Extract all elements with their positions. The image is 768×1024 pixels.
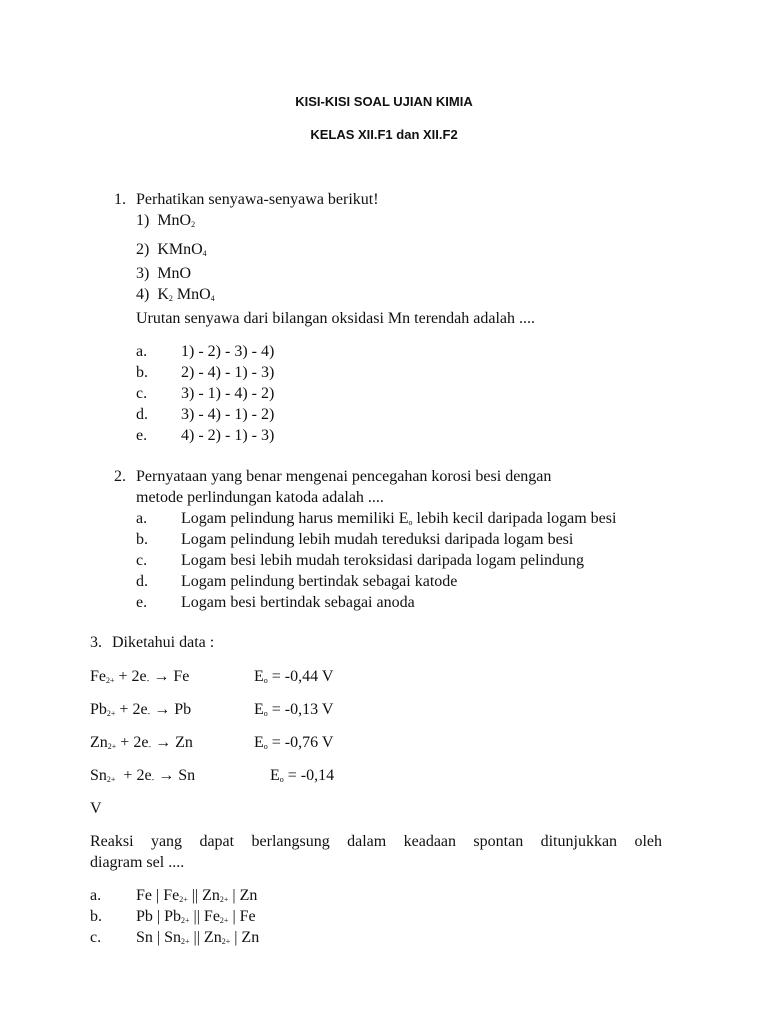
electrode-potential: $E_o = -0,44$ V [254, 668, 334, 685]
option-text: 4) - 2) - 1) - 3) [181, 427, 275, 444]
option-letter: c. [90, 929, 102, 946]
electrode-potential: $E_o = -0,13$ V [254, 701, 334, 718]
option-text: Logam besi bertindak sebagai anoda [181, 594, 415, 611]
option-letter: c. [136, 385, 148, 402]
compound-item: 1) MnO$_2$ [136, 212, 196, 229]
compound-item: 3) MnO [136, 265, 192, 282]
question-text: Reaksi yang dapat berlangsung dalam keadaan spontan ditunjukkan oleh [90, 833, 662, 850]
option-letter: e. [136, 594, 148, 611]
option-letter: c. [136, 552, 148, 569]
unit-wrap: V [90, 800, 102, 817]
option-text: Fe | $Fe_{2+}$ || $Zn_{2+}$ | Zn [136, 887, 258, 904]
option-letter: b. [136, 531, 148, 548]
option-text: Sn | $Sn_{2+}$ || $Zn_{2+}$ | Zn [136, 929, 260, 946]
compound-item: 4) $K_2$ MnO$_4$ [136, 286, 215, 303]
question-text: Urutan senyawa dari bilangan oksidasi Mn terendah adalah .... [136, 310, 535, 327]
option-letter: a. [136, 343, 148, 360]
option-text: Logam besi lebih mudah teroksidasi daripada logam pelindung [181, 552, 585, 569]
document-title: KISI-KISI SOAL UJIAN KIMIA [295, 94, 473, 109]
option-text: Logam pelindung harus memiliki $E_o$ lebih kecil daripada logam besi [181, 510, 617, 527]
option-text: Pb | $Pb_{2+}$ || $Fe_{2+}$ | Fe [136, 908, 256, 925]
compound-item: 2) KMnO$_4$ [136, 241, 207, 258]
half-reaction: $Zn_{2+} + 2e_- \to Zn$ [90, 734, 193, 751]
option-letter: a. [90, 887, 102, 904]
option-text: Logam pelindung lebih mudah tereduksi daripada logam besi [181, 531, 574, 548]
option-letter: b. [90, 908, 102, 925]
half-reaction: $Fe_{2+} + 2e_- \to Fe$ [90, 668, 190, 685]
question-stem: Perhatikan senyawa-senyawa berikut! [136, 191, 379, 208]
question-number: 2. [114, 468, 126, 485]
option-text: 1) - 2) - 3) - 4) [181, 343, 275, 360]
question-number: 1. [114, 191, 126, 208]
question-stem: Diketahui data : [112, 634, 215, 651]
electrode-potential: $E_o = -0,14$ [270, 767, 335, 784]
half-reaction: $Sn_{2+} + 2e_- \to Sn$ [90, 767, 196, 784]
option-letter: b. [136, 364, 148, 381]
option-text: 3) - 4) - 1) - 2) [181, 406, 275, 423]
question-stem: metode perlindungan katoda adalah .... [136, 489, 384, 506]
option-letter: d. [136, 406, 148, 423]
question-stem: Pernyataan yang benar mengenai pencegahan korosi besi dengan [136, 468, 552, 485]
question-number: 3. [90, 634, 102, 651]
question-text: diagram sel .... [90, 854, 185, 871]
document-subtitle: KELAS XII.F1 dan XII.F2 [310, 127, 458, 142]
option-letter: a. [136, 510, 148, 527]
half-reaction: $Pb_{2+} + 2e_- \to Pb$ [90, 701, 192, 718]
electrode-potential: $E_o = -0,76$ V [254, 734, 334, 751]
option-text: 3) - 1) - 4) - 2) [181, 385, 275, 402]
option-letter: e. [136, 427, 148, 444]
option-text: 2) - 4) - 1) - 3) [181, 364, 275, 381]
option-text: Logam pelindung bertindak sebagai katode [181, 573, 458, 590]
option-letter: d. [136, 573, 148, 590]
